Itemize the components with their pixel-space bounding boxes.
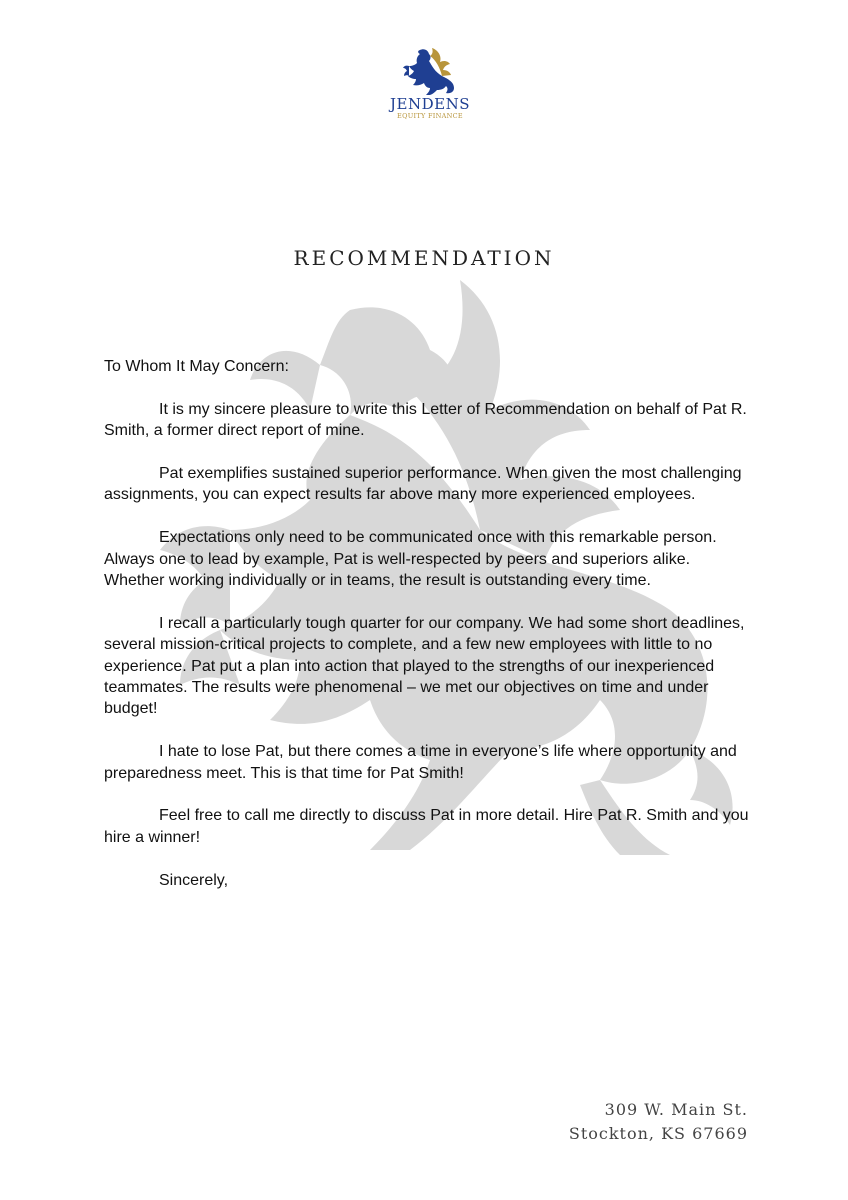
letter-paragraph: I hate to lose Pat, but there comes a time in everyone’s life where opportunity and preparedness meet. This is that time for Pat Smith! xyxy=(104,743,737,782)
brand-name: JENDENS xyxy=(390,95,470,113)
brand-tagline: EQUITY FINANCE xyxy=(397,112,463,120)
company-address xyxy=(569,1098,748,1146)
letter-greeting: To Whom It May Concern: xyxy=(104,358,289,375)
letter-paragraph: Expectations only need to be communicated once with this remarkable person. Always one to lead by example, Pat is well-respected by peers and superiors alike. Whether working individually or in teams, the result is outstanding every time. xyxy=(104,529,717,590)
letter-paragraph: I recall a particularly tough quarter for our company. We had some short deadlines, several mission-critical projects to complete, and a few new employees with little to no experience. Pat put a plan into action that played to the strengths of our inexperienced teammates. The results were phenomenal – we met our objectives on time and under budget! xyxy=(104,614,745,718)
letter-paragraph: Pat exemplifies sustained superior performance. When given the most challenging assignments, you can expect results far above many more experienced employees. xyxy=(104,465,742,504)
document-title: RECOMMENDATION xyxy=(293,246,555,270)
letter-paragraph: Feel free to call me directly to discuss Pat in more detail. Hire Pat R. Smith and you hire a winner! xyxy=(104,807,749,846)
letter-paragraph: It is my sincere pleasure to write this Letter of Recommendation on behalf of Pat R. Smith, a former direct report of mine. xyxy=(104,400,747,440)
address-line-city: Stockton, KS 67669 xyxy=(568,1124,748,1143)
griffin-icon xyxy=(402,44,458,96)
brand-logo xyxy=(388,44,472,124)
address-line-street: 309 W. Main St. xyxy=(604,1100,748,1119)
letter-closing: Sincerely, xyxy=(159,871,229,889)
letter-body xyxy=(104,356,754,912)
